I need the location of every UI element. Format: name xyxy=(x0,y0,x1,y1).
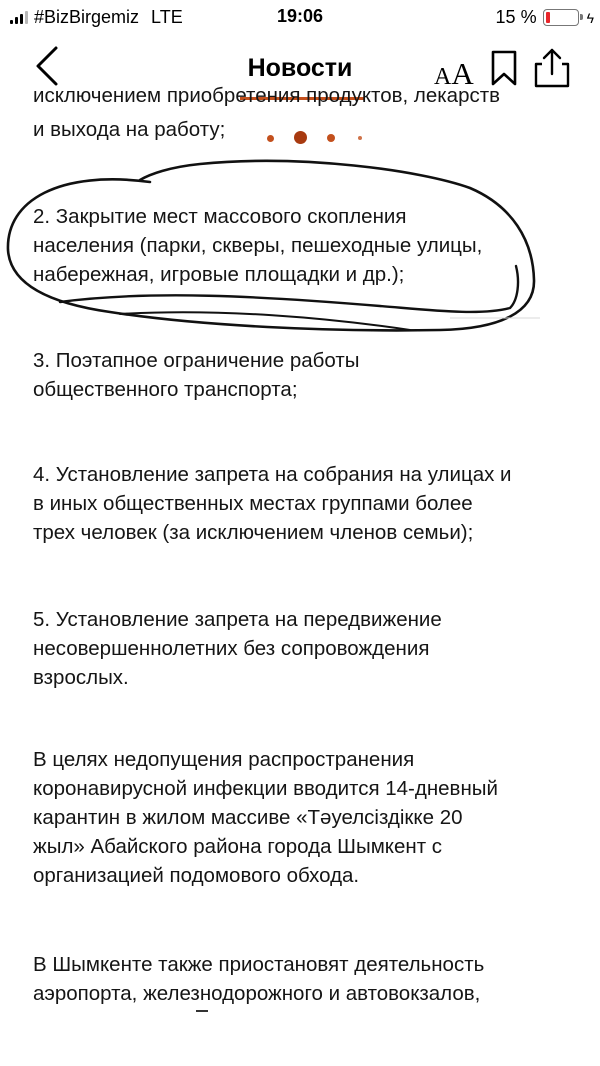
loading-indicator xyxy=(260,128,370,148)
status-time: 19:06 xyxy=(276,6,324,26)
battery-fill xyxy=(546,12,551,23)
page-title: Новости xyxy=(247,54,353,82)
loading-dot xyxy=(358,136,362,140)
battery-icon xyxy=(543,9,579,26)
cut-off-text-mark xyxy=(196,1010,208,1012)
charging-bolt-icon: ϟ xyxy=(586,9,594,26)
article-paragraph: 2. Закрытие мест массового скопления населения (парки, скверы, пешеходные улицы, набережная, игровые площадки и др.); xyxy=(33,205,483,286)
share-icon[interactable] xyxy=(532,46,572,88)
article-paragraph: и выхода на работу; xyxy=(33,118,226,141)
loading-dot xyxy=(267,135,274,142)
article-paragraph: 4. Установление запрета на собрания на улицах и в иных общественных местах группами более трех человек (за исключением членов семьи); xyxy=(33,463,512,544)
article-paragraph: 5. Установление запрета на передвижение несовершеннолетних без сопровождения взрослых. xyxy=(33,608,442,689)
font-size-big-label: A xyxy=(451,56,474,91)
battery-percent: 15 % xyxy=(495,7,537,27)
article-paragraph: В Шымкенте также приостановят деятельность аэропорта, железнодорожного и автовокзалов, xyxy=(33,953,485,1005)
loading-dot xyxy=(327,134,335,142)
carrier-name: #BizBirgemiz xyxy=(34,7,140,27)
partial-line-text: исключением приобретения продуктов, лекарств xyxy=(33,84,500,107)
article-paragraph: 3. Поэтапное ограничение работы общественного транспорта; xyxy=(33,349,360,401)
network-type: LTE xyxy=(151,7,183,27)
status-right xyxy=(496,7,594,28)
partial-text-line xyxy=(33,84,573,112)
article-paragraph: В целях недопущения распространения коронавирусной инфекции вводится 14-дневный карантин в жилом массиве «Тәуелсіздікке 20 жыл» Абайского района города Шымкент с организацией подомового обхода. xyxy=(33,748,498,887)
loading-dot xyxy=(294,131,307,144)
font-size-small-label: A xyxy=(434,64,452,90)
status-bar xyxy=(0,0,600,34)
